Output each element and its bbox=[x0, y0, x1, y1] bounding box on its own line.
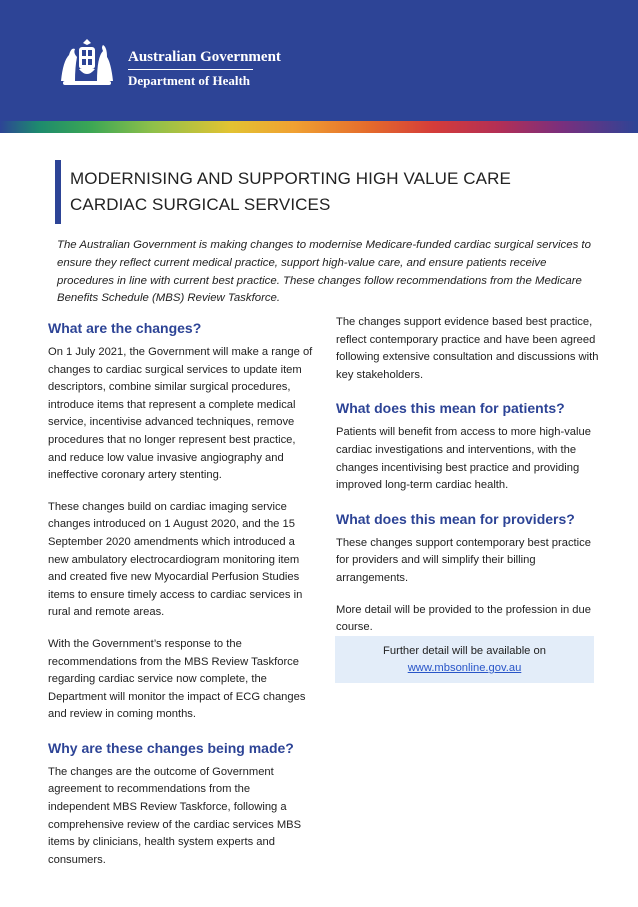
logo-divider bbox=[128, 69, 253, 70]
paragraph-imaging: These changes build on cardiac imaging service changes introduced on 1 August 2020, and the 15 September 2020 amendments which introduced a new ambulatory electrocardiogram monitoring item and created five new Myocardial Perfusion Studies items to ensure timely access to cardiac services in rural and remote areas. bbox=[48, 500, 303, 619]
paragraph-why: The changes are the outcome of Government agreement to recommendations from the independent MBS Review Taskforce, following a comprehensive review of the cardiac services MBS items by clinicians, health system experts and consumers. bbox=[48, 765, 302, 866]
heading-why-changes: Why are these changes being made? bbox=[48, 739, 294, 756]
paragraph-changes: On 1 July 2021, the Government will make a range of changes to cardiac surgical services to update item descriptors, combine similar surgical procedures, introduce items that represent a complete medical service, incentivise advanced techniques, remove procedures that no longer represent best practice, and reduce low value invasive angiography and ineffective coronary artery stenting. bbox=[48, 346, 313, 482]
intro-paragraph: The Australian Government is making changes to modernise Medicare-funded cardiac surgical services to ensure they reflect current medical practice, support high-value care, and ensure patients receive procedures in line with current best practice. These changes follow recommendations from the Medicare Benefits Schedule (MBS) Review Taskforce. bbox=[57, 239, 591, 305]
government-logo-text bbox=[128, 49, 281, 88]
title-line-1: MODERNISING AND SUPPORTING HIGH VALUE CARE bbox=[70, 169, 511, 188]
heading-providers: What does this mean for providers? bbox=[336, 510, 575, 527]
heading-patients: What does this mean for patients? bbox=[336, 400, 565, 417]
paragraph-support: The changes support evidence based best practice, reflect contemporary practice and have been agreed following extensive consultation and discussions with key stakeholders. bbox=[336, 316, 599, 381]
page-title bbox=[70, 166, 511, 218]
title-line-2: CARDIAC SURGICAL SERVICES bbox=[70, 195, 331, 214]
further-detail-box bbox=[335, 636, 594, 683]
title-accent-bar bbox=[55, 160, 61, 224]
paragraph-providers: These changes support contemporary best practice for providers and will simplify their billing arrangements. bbox=[336, 536, 591, 584]
paragraph-more-detail: More detail will be provided to the profession in due course. bbox=[336, 603, 591, 634]
left-column bbox=[48, 318, 314, 883]
mbsonline-link[interactable]: www.mbsonline.gov.au bbox=[407, 662, 522, 674]
paragraph-patients: Patients will benefit from access to more high-value cardiac investigations and interventions, with the changes incentivising best practice and providing improved long-term cardiac health. bbox=[336, 426, 591, 492]
heading-what-are-changes: What are the changes? bbox=[48, 320, 202, 336]
further-detail-text: Further detail will be available on bbox=[383, 645, 546, 657]
government-name: Australian Government bbox=[128, 49, 281, 65]
right-column bbox=[336, 314, 600, 651]
paragraph-response: With the Government’s response to the recommendations from the MBS Review Taskforce regarding cardiac service now complete, the Department will monitor the impact of ECG changes and review in coming months. bbox=[48, 637, 306, 721]
color-stripe bbox=[0, 121, 638, 133]
department-name: Department of Health bbox=[128, 73, 251, 88]
commonwealth-coat-of-arms-icon bbox=[55, 37, 119, 89]
